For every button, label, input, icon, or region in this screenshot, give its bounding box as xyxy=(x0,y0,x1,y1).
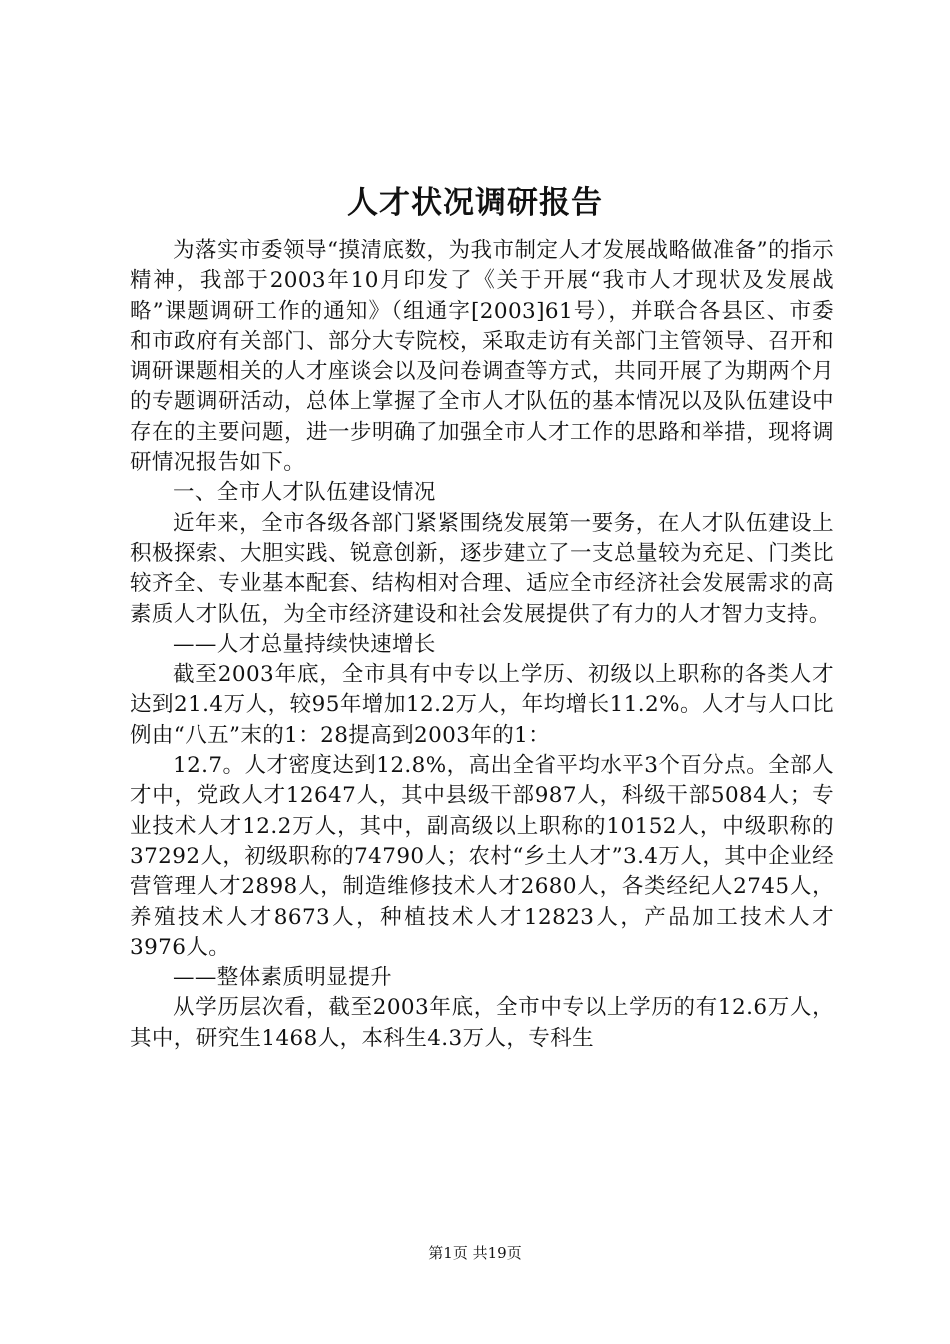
section-heading: 一、全市人才队伍建设情况 xyxy=(173,480,436,506)
paragraph-intro: 为落实市委领导“摸清底数，为我市制定人才发展战略做准备”的指示精神，我部于2003年10月印发了《关于开展“我市人才现状及发展战略”课题调研工作的通知》（组通字[2003]61号），并联合各县区、市委和市政府有关部门、部分大专院校，采取走访有关部门主管领导、召开和调研课题相关的人才座谈会以及问卷调查等方式，共同开展了为期两个月的专题调研活动，总体上掌握了全市人才队伍的基本情况以及队伍建设中存在的主要问题，进一步明确了加强全市人才工作的思路和举措，现将调研情况报告如下。 xyxy=(130,238,834,476)
paragraph-total-stats: 截至2003年底，全市具有中专以上学历、初级以上职称的各类人才达到21.4万人，较95年增加12.2万人，年均增长11.2%。人才与人口比例由“八五”末的1：28提高到2003年的1： xyxy=(130,662,834,748)
paragraph-education: 从学历层次看，截至2003年底，全市中专以上学历的有12.6万人，其中，研究生1468人，本科生4.3万人，专科生 xyxy=(130,995,834,1051)
document-title: 人才状况调研报告 xyxy=(347,185,603,221)
subheading-total-growth: ——人才总量持续快速增长 xyxy=(173,631,436,657)
paragraph-detail-stats: 12.7。人才密度达到12.8%，高出全省平均水平3个百分点。全部人才中，党政人才12647人，其中县级干部987人，科级干部5084人；专业技术人才12.2万人，其中，副高级以上职称的10152人，中级职称的37292人，初级职称的74790人；农村“乡土人才”3.4万人，其中企业经营管理人才2898人，制造维修技术人才2680人，各类经纪人2745人，养殖技术人才8673人，种植技术人才12823人，产品加工技术人才3976人。 xyxy=(130,753,834,960)
document-body xyxy=(130,236,834,1054)
page-footer: 第1页 共19页 xyxy=(428,1244,522,1262)
paragraph-overview: 近年来，全市各级各部门紧紧围绕发展第一要务，在人才队伍建设上积极探索、大胆实践、锐意创新，逐步建立了一支总量较为充足、门类比较齐全、专业基本配套、结构相对合理、适应全市经济社会发展需求的高素质人才队伍，为全市经济建设和社会发展提供了有力的人才智力支持。 xyxy=(130,510,834,627)
subheading-quality: ——整体素质明显提升 xyxy=(173,965,393,991)
